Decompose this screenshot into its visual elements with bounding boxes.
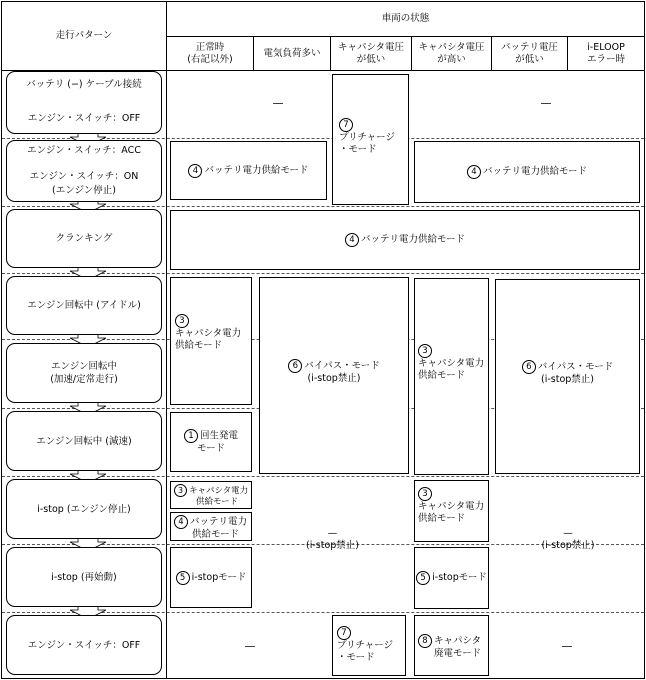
istop-prohibited-label: (i-stop禁止) bbox=[541, 540, 595, 551]
capacitor-supply-mode-box bbox=[414, 278, 489, 475]
mode-label: キャパシタ電力 bbox=[189, 486, 249, 496]
mode-number-3: 3 bbox=[418, 487, 432, 501]
mode-label: バッテリ電力供給モード bbox=[360, 234, 466, 245]
bypass-mode-box bbox=[259, 277, 409, 474]
mode-label: キャパシタ電力 bbox=[418, 358, 485, 369]
precharge-mode-box bbox=[332, 74, 409, 205]
bypass-mode-box bbox=[495, 279, 640, 474]
mode-label: キャパシタ電力 bbox=[175, 328, 242, 339]
capacitor-supply-mode-box bbox=[170, 277, 252, 405]
battery-supply-mode-box bbox=[414, 141, 640, 203]
mode-number-5: 5 bbox=[176, 571, 190, 585]
mode-number-4: 4 bbox=[345, 233, 359, 247]
mode-label: ・モード bbox=[337, 652, 375, 663]
not-applicable-dash: — bbox=[540, 96, 552, 110]
pattern-header: 走行パターン bbox=[55, 30, 113, 41]
mode-label: バイパス・モード bbox=[304, 360, 380, 371]
step-label: i-stop (エンジン停止) bbox=[37, 503, 131, 515]
battery-supply-mode-box bbox=[170, 512, 252, 541]
istop-prohibited-label: (i-stop禁止) bbox=[306, 540, 359, 551]
column-header-capacitor-low: キャパシタ電圧 が低い bbox=[337, 41, 405, 65]
mode-label: 廃電モード bbox=[434, 648, 482, 659]
step-cranking bbox=[6, 209, 162, 268]
step-label: エンジン・スイッチ：ACC bbox=[27, 145, 141, 156]
mode-number-3: 3 bbox=[174, 484, 187, 497]
mode-number-4: 4 bbox=[188, 164, 202, 178]
step-accel-cruise bbox=[6, 343, 162, 403]
battery-supply-mode-box bbox=[170, 210, 640, 270]
not-applicable-dash: — bbox=[272, 96, 284, 110]
column-header-capacitor-high: キャパシタ電圧 が高い bbox=[418, 41, 485, 65]
capacitor-discharge-mode-box bbox=[414, 615, 489, 676]
mode-label: バッテリ電力供給モード bbox=[482, 166, 588, 177]
mode-label: i-stopモード bbox=[432, 572, 487, 583]
mode-label: バイパス・モード bbox=[537, 361, 614, 372]
column-header-battery-low: バッテリ電圧 が低い bbox=[500, 41, 558, 65]
step-label: バッテリ (−) ケーブル接続 bbox=[26, 79, 142, 90]
battery-supply-mode-box bbox=[170, 141, 327, 200]
column-header-heavy-load: 電気負荷多い bbox=[263, 47, 321, 59]
istop-prohibited-label: (i-stop禁止) bbox=[307, 372, 361, 384]
regen-mode-box bbox=[170, 412, 252, 472]
mode-label: 供給モード bbox=[418, 513, 466, 524]
mode-number-8: 8 bbox=[418, 634, 432, 648]
column-header-eloop-error: i-ELOOP エラー時 bbox=[586, 41, 625, 65]
step-label: (加速/定常走行) bbox=[50, 374, 118, 385]
istop-mode-box bbox=[414, 547, 489, 609]
capacitor-supply-mode-box bbox=[414, 480, 489, 542]
mode-number-4: 4 bbox=[467, 165, 481, 179]
mode-label: モード bbox=[196, 443, 226, 454]
step-engine-off bbox=[6, 615, 162, 675]
step-battery-connect bbox=[6, 71, 162, 134]
mode-number-4: 4 bbox=[174, 515, 188, 529]
mode-label: 供給モード bbox=[418, 370, 466, 381]
step-label: エンジン回転中 (減速) bbox=[36, 435, 132, 447]
mode-number-6: 6 bbox=[522, 360, 536, 374]
mode-label: プリチャージ bbox=[339, 132, 395, 143]
mode-label: 供給モード bbox=[192, 529, 240, 540]
step-label: i-stop (再始動) bbox=[51, 571, 117, 583]
mode-label: プリチャージ bbox=[337, 640, 393, 651]
mode-number-3: 3 bbox=[175, 314, 189, 328]
capacitor-supply-mode-box bbox=[170, 481, 252, 509]
mode-number-5: 5 bbox=[416, 571, 430, 585]
istop-prohibited-cell bbox=[254, 520, 411, 560]
step-label: クランキング bbox=[55, 233, 113, 244]
mode-number-1: 1 bbox=[184, 429, 198, 443]
mode-label: バッテリ電力供給モード bbox=[204, 164, 309, 176]
step-label: エンジン回転中 bbox=[50, 361, 118, 372]
mode-label: キャパシタ電力 bbox=[418, 501, 485, 512]
step-idle bbox=[6, 276, 162, 335]
step-label: エンジン・スイッチ：OFF bbox=[27, 639, 141, 651]
precharge-mode-box bbox=[332, 615, 406, 676]
state-header: 車両の状態 bbox=[381, 13, 430, 24]
mode-number-3: 3 bbox=[418, 344, 432, 358]
mode-number-7: 7 bbox=[337, 626, 351, 640]
step-istop-restart bbox=[6, 547, 162, 607]
step-decel bbox=[6, 411, 162, 471]
not-applicable-dash: — bbox=[563, 528, 573, 539]
mode-label: バッテリ電力 bbox=[190, 516, 248, 528]
istop-prohibited-cell bbox=[492, 520, 644, 560]
step-istop-stop bbox=[6, 479, 162, 539]
istop-mode-box bbox=[170, 547, 252, 608]
istop-prohibited-label: (i-stop禁止) bbox=[541, 373, 594, 385]
not-applicable-dash: — bbox=[327, 528, 338, 539]
step-acc-on bbox=[6, 140, 162, 202]
mode-label: 供給モード bbox=[196, 497, 239, 507]
step-label: エンジン回転中 (アイドル) bbox=[27, 300, 141, 311]
not-applicable-dash: — bbox=[561, 639, 573, 653]
step-label: エンジン・スイッチ：OFF bbox=[27, 113, 141, 124]
mode-label: ・モード bbox=[339, 144, 377, 155]
mode-label: 回生発電 bbox=[199, 430, 238, 442]
column-header-normal: 正常時 (右記以外) bbox=[187, 41, 233, 65]
mode-label: キャパシタ bbox=[434, 635, 482, 647]
mode-label: i-stopモード bbox=[191, 571, 247, 583]
mode-number-7: 7 bbox=[339, 118, 353, 132]
mode-number-6: 6 bbox=[288, 359, 302, 373]
step-label: (エンジン停止) bbox=[52, 185, 116, 196]
not-applicable-dash: — bbox=[244, 639, 256, 653]
mode-label: 供給モード bbox=[175, 340, 223, 351]
step-label: エンジン・スイッチ：ON bbox=[29, 171, 139, 182]
